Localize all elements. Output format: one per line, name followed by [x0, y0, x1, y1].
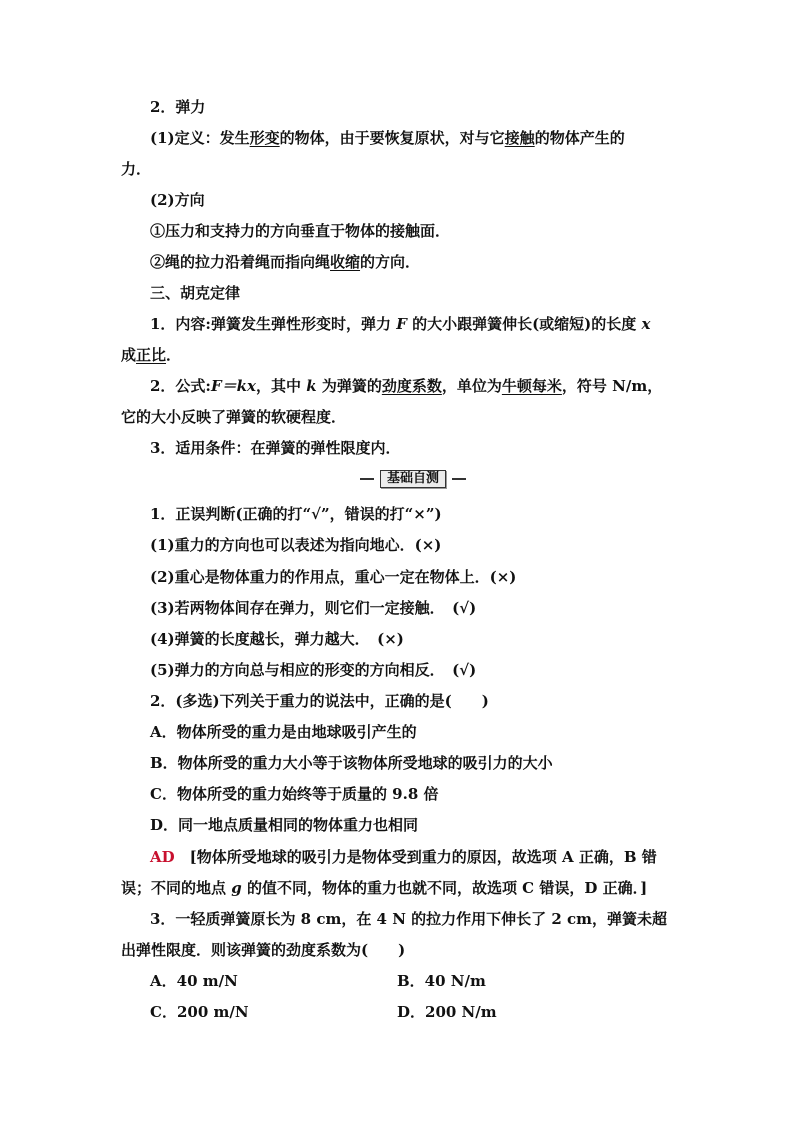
- hooke-law-heading: 三、胡克定律: [150, 284, 241, 302]
- q3-heading-cont: 出弹性限度．则该弹簧的劲度系数为( ): [121, 941, 406, 959]
- hooke-formula: 2．公式:F＝kx，其中 k 为弹簧的劲度系数，单位为牛顿每米，符号 N/m，: [150, 377, 663, 395]
- hooke-formula-cont: 它的大小反映了弹簧的软硬程度．: [121, 408, 347, 426]
- elastic-force-definition: (1)定义：发生形变的物体，由于要恢复原状，对与它接触的物体产生的: [150, 129, 625, 147]
- q2-option-d: D．同一地点质量相同的物体重力也相同: [150, 816, 419, 834]
- elastic-force-definition-cont: 力．: [121, 160, 152, 178]
- hooke-content: 1．内容:弹簧发生弹性形变时，弹力 F 的大小跟弹簧伸长(或缩短)的长度 x: [150, 315, 651, 333]
- direction-item-2: ②绳的拉力沿着绳而指向绳收缩的方向．: [150, 253, 421, 271]
- q3-heading: 3．一轻质弹簧原长为 8 cm，在 4 N 的拉力作用下伸长了 2 cm，弹簧未超: [150, 910, 668, 928]
- self-test-banner: [360, 470, 466, 488]
- direction-heading: (2)方向: [150, 191, 205, 209]
- q3-option-a: A．40 m/N: [150, 972, 238, 990]
- q1-item-5: (5)弹力的方向总与相应的形变的方向相反． (√): [150, 661, 477, 679]
- q1-heading: 1．正误判断(正确的打“√”，错误的打“×”): [150, 505, 442, 523]
- hooke-content-cont: 成正比．: [121, 346, 182, 364]
- q1-item-2: (2)重心是物体重力的作用点，重心一定在物体上．(×): [150, 568, 517, 586]
- section-elastic-force-heading: 2．弹力: [150, 98, 206, 116]
- banner-label: 基础自测: [380, 470, 446, 488]
- q3-option-d: D．200 N/m: [397, 1003, 497, 1021]
- q2-option-a: A．物体所受的重力是由地球吸引产生的: [150, 723, 417, 741]
- direction-item-1: ①压力和支持力的方向垂直于物体的接触面．: [150, 222, 451, 240]
- q2-answer-explanation: AD [物体所受地球的吸引力是物体受到重力的原因，故选项 A 正确，B 错: [150, 848, 657, 866]
- hooke-condition: 3．适用条件：在弹簧的弹性限度内．: [150, 439, 401, 457]
- q2-explanation-cont: 误；不同的地点 g 的值不同，物体的重力也就不同，故选项 C 错误，D 正确．]: [121, 879, 648, 897]
- q3-option-c: C．200 m/N: [150, 1003, 249, 1021]
- q1-item-4: (4)弹簧的长度越长，弹力越大． (×): [150, 630, 404, 648]
- q2-option-b: B．物体所受的重力大小等于该物体所受地球的吸引力的大小: [150, 754, 553, 772]
- q1-item-3: (3)若两物体间存在弹力，则它们一定接触． (√): [150, 599, 477, 617]
- q2-heading: 2．(多选)下列关于重力的说法中，正确的是( ): [150, 692, 489, 710]
- q2-option-c: C．物体所受的重力始终等于质量的 9.8 倍: [150, 785, 439, 803]
- q3-option-b: B．40 N/m: [397, 972, 486, 990]
- banner-right-bar: [452, 478, 466, 480]
- banner-left-bar: [360, 478, 374, 480]
- q1-item-1: (1)重力的方向也可以表述为指向地心．(×): [150, 536, 442, 554]
- q2-answer: AD: [150, 848, 175, 866]
